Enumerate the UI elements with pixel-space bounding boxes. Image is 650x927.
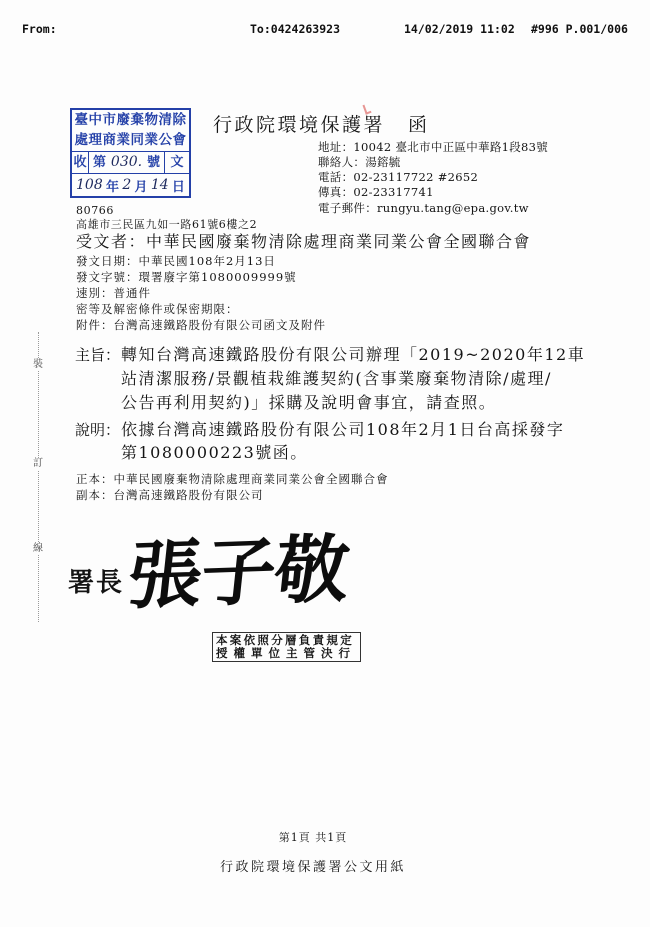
fax-datetime: 14/02/2019 11:02	[404, 22, 515, 36]
attachment: 附件：台灣高速鐵路股份有限公司函文及附件	[76, 318, 326, 332]
distribution-original: 正本：中華民國廢棄物清除處理商業同業公會全國聯合會	[76, 472, 389, 486]
document-type: 函	[408, 114, 430, 136]
stamp-month-unit: 月	[134, 179, 148, 195]
stamp-date-row	[72, 174, 189, 196]
stamp-document-label: 文	[170, 154, 184, 170]
binding-mark-1: 裝	[33, 359, 43, 370]
document-number: 發文字號：環署廢字第1080009999號	[76, 270, 297, 284]
recipient-postal-code: 80766	[76, 204, 114, 217]
red-ink-mark	[362, 103, 371, 114]
receipt-stamp	[70, 108, 191, 198]
contact-fax: 傳真：02-23317741	[318, 185, 434, 199]
explanation-line-2: 第1080000223號函。	[121, 443, 308, 462]
fax-from-label: From:	[22, 22, 57, 36]
stamp-year-handwritten: 108	[76, 177, 103, 193]
stamp-day-handwritten: 14	[150, 177, 169, 193]
delegation-stamp-line-2: 授權單位主管決行	[216, 646, 356, 660]
stamp-number-handwritten: 030.	[110, 153, 143, 170]
agency-title: 行政院環境保護署	[213, 114, 386, 136]
stamp-year-unit: 年	[106, 179, 120, 195]
binding-guide-line	[38, 332, 39, 622]
stamp-month-handwritten: 2	[122, 177, 132, 193]
delegation-stamp	[212, 632, 361, 662]
fax-page-info: #996 P.001/006	[531, 22, 628, 36]
priority: 速別：普通件	[76, 286, 151, 300]
contact-email: 電子郵件：rungyu.tang@epa.gov.tw	[318, 201, 529, 215]
fax-to-number: To:0424263923	[250, 22, 341, 36]
stamp-day-unit: 日	[171, 179, 185, 195]
delegation-stamp-line-1: 本案依照分層負責規定	[216, 633, 354, 647]
subject-line-1: 轉知台灣高速鐵路股份有限公司辦理「2019~2020年12車	[121, 345, 586, 364]
stamp-number-row	[72, 152, 189, 175]
distribution-copy: 副本：台灣高速鐵路股份有限公司	[76, 488, 264, 502]
signature-title: 署長	[68, 568, 125, 598]
contact-person: 聯絡人：湯鎔毓	[318, 155, 401, 169]
stamp-org-line-1: 臺中市廢棄物清除	[74, 112, 187, 128]
recipient: 受文者：中華民國廢棄物清除處理商業同業公會全國聯合會	[76, 232, 532, 251]
contact-address: 地址：10042 臺北市中正區中華路1段83號	[318, 140, 549, 154]
explanation-label: 說明：	[75, 421, 121, 439]
subject-label: 主旨：	[75, 346, 121, 364]
subject-line-2: 站清潔服務/景觀植栽維護契約(含事業廢棄物清除/處理/	[121, 369, 552, 388]
stamp-received-label: 收	[72, 152, 89, 174]
form-name: 行政院環境保護署公文用紙	[219, 860, 406, 875]
binding-mark-3: 線	[33, 543, 43, 554]
stamp-number-cell	[89, 152, 165, 174]
stamp-number-suffix: 號	[146, 154, 160, 170]
stamp-number-prefix: 第	[93, 154, 107, 170]
subject-line-3: 公告再利用契約)」採購及說明會事宜，請查照。	[121, 393, 497, 412]
recipient-mailing-address: 高雄市三民區九如一路61號6樓之2	[76, 218, 258, 231]
confidentiality: 密等及解密條件或保密期限：	[76, 302, 239, 316]
signature-handwritten-name: 張子敬	[123, 526, 353, 620]
page-counter: 第1頁 共1頁	[278, 831, 348, 844]
stamp-org-line-2: 處理商業同業公會	[72, 130, 189, 152]
explanation-line-1: 依據台灣高速鐵路股份有限公司108年2月1日台高採發字	[121, 420, 565, 439]
contact-phone: 電話：02-23117722 #2652	[318, 170, 479, 184]
binding-mark-2: 訂	[33, 458, 43, 469]
issue-date: 發文日期：中華民國108年2月13日	[76, 254, 276, 268]
